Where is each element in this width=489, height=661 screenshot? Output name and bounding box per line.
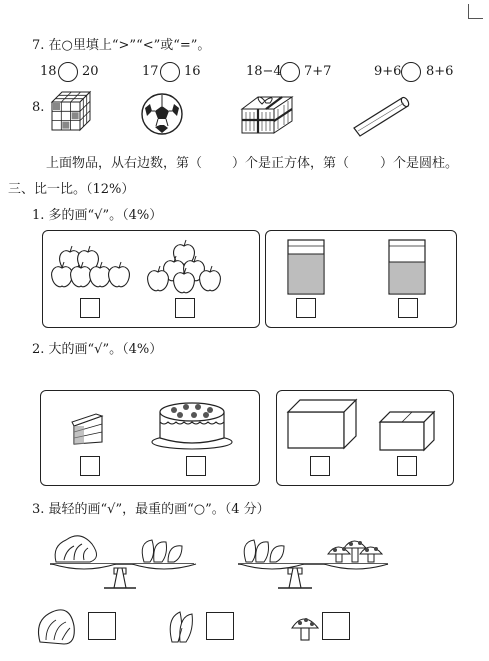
section-title: 三、比一比。（12%） <box>8 182 135 197</box>
answer-box[interactable] <box>80 456 100 476</box>
apple-group-6-icon <box>144 234 224 294</box>
answer-circle[interactable] <box>401 62 421 82</box>
answer-box[interactable] <box>186 456 206 476</box>
gift-box-icon <box>238 93 296 135</box>
answer-circle[interactable] <box>58 62 78 82</box>
balance-scale-left-icon <box>44 524 214 592</box>
bok-choy-icon <box>166 606 198 646</box>
answer-box[interactable] <box>310 456 330 476</box>
rubik-cube-icon <box>50 90 92 132</box>
balance-scale-right-icon <box>232 524 402 592</box>
answer-box[interactable] <box>175 298 195 318</box>
q7-item3-left: 18−4 <box>246 64 282 79</box>
q8-sentence-part3: ）个是圆柱。 <box>380 156 459 171</box>
answer-box[interactable] <box>88 612 116 640</box>
q7-item3-right: 7+7 <box>304 64 332 79</box>
q8-number: 8. <box>32 100 45 115</box>
page-corner-mark <box>468 4 483 19</box>
q7-item1-left: 18 <box>40 64 57 79</box>
answer-circle[interactable] <box>280 62 300 82</box>
water-glass-full-icon <box>286 238 326 296</box>
q3-prompt: 3. 最轻的画“√”，最重的画“○”。（4 分） <box>32 502 270 517</box>
apple-group-4-icon <box>48 234 128 294</box>
answer-box[interactable] <box>80 298 100 318</box>
cabbage-icon <box>36 606 76 646</box>
cylinder-stick-icon <box>350 94 412 138</box>
cake-slice-icon <box>70 412 106 448</box>
answer-box[interactable] <box>397 456 417 476</box>
mushroom-icon <box>290 614 320 642</box>
q8-sentence-part2: ）个是正方体，第（ <box>232 156 350 171</box>
water-glass-half-icon <box>387 238 427 296</box>
q7-item4-right: 8+6 <box>426 64 454 79</box>
small-box-icon <box>378 410 436 452</box>
large-box-icon <box>286 398 360 450</box>
q7-item2-left: 17 <box>142 64 159 79</box>
whole-cake-icon <box>150 398 234 450</box>
q7-item1-right: 20 <box>82 64 99 79</box>
q2-prompt: 2. 大的画“√”。（4%） <box>32 342 163 357</box>
soccer-ball-icon <box>140 92 184 136</box>
answer-box[interactable] <box>398 298 418 318</box>
q7-item2-right: 16 <box>184 64 201 79</box>
q7-item4-left: 9+6 <box>374 64 402 79</box>
answer-box[interactable] <box>296 298 316 318</box>
answer-box[interactable] <box>206 612 234 640</box>
q8-sentence-part1: 上面物品，从右边数，第（ <box>46 156 203 171</box>
answer-circle[interactable] <box>160 62 180 82</box>
q1-prompt: 1. 多的画“√”。（4%） <box>32 208 163 223</box>
answer-box[interactable] <box>322 612 350 640</box>
q7-prompt: 7. 在○里填上“>”“<”或“=”。 <box>32 38 211 53</box>
